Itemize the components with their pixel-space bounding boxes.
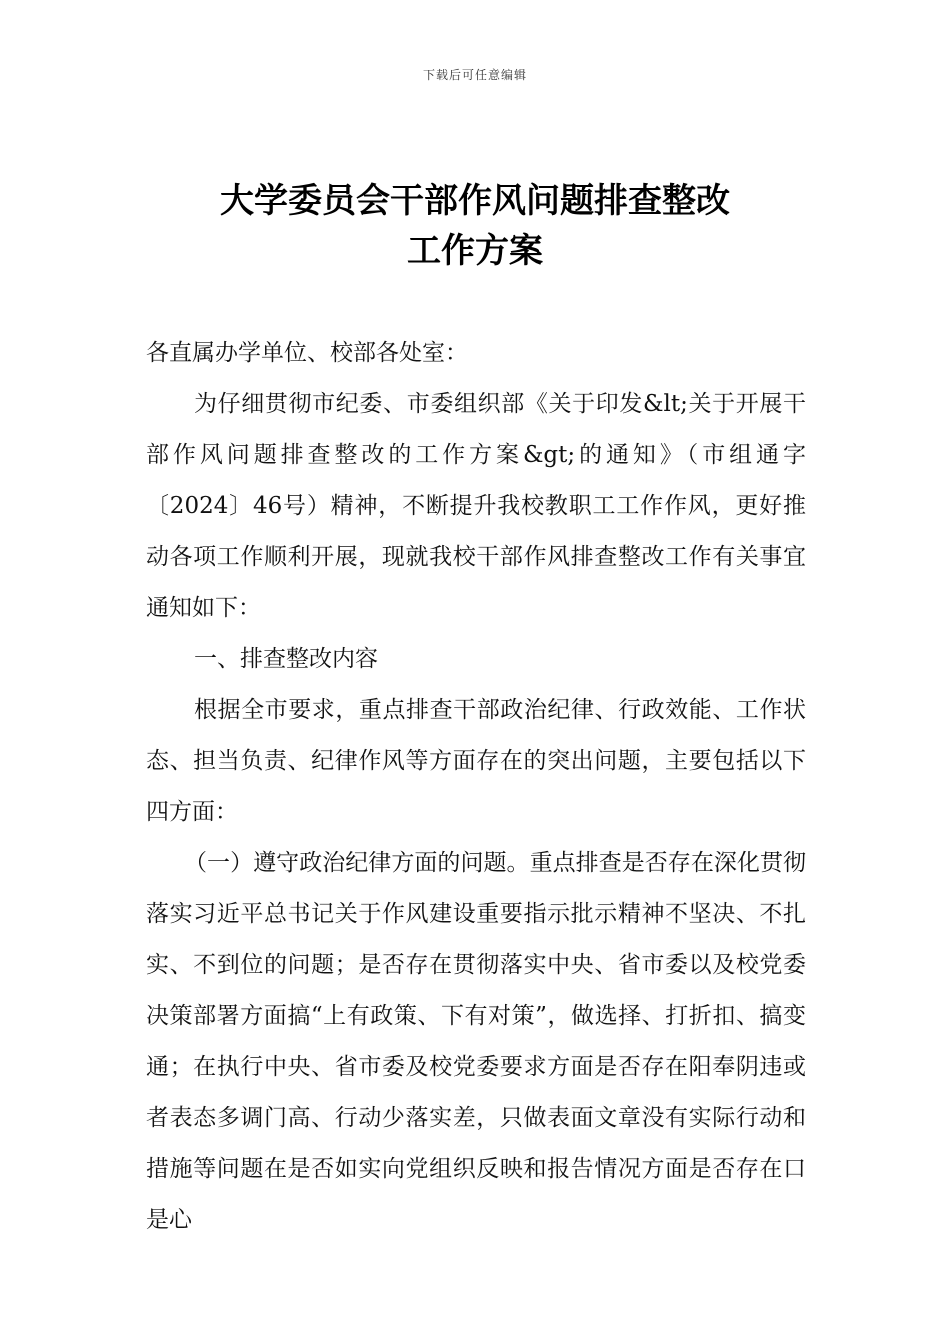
intro-paragraph: 为仔细贯彻市纪委、市委组织部《关于印发&lt;关于开展干部作风问题排查整改的工作方案&gt;的通知》（市组通字〔2024〕46号）精神，不断提升我校教职工工作作风，更好推动各项工作顺利开展，现就我校干部作风排查整改工作有关事宜通知如下： [146, 391, 806, 621]
section-paragraph: 根据全市要求，重点排查干部政治纪律、行政效能、工作状态、担当负责、纪律作风等方面存在的突出问题，主要包括以下四方面： [146, 697, 806, 825]
section-heading: 一、排查整改内容 [194, 646, 378, 672]
header-note: 下载后可任意编辑 [422, 68, 527, 82]
salutation: 各直属办学单位、校部各处室： [146, 340, 468, 366]
item-paragraph: （一）遵守政治纪律方面的问题。重点排查是否存在深化贯彻落实习近平总书记关于作风建设重要指示批示精神不坚决、不扎实、不到位的问题；是否存在贯彻落实中央、省市委以及校党委决策部署方面搞“上有政策、下有对策”，做选择、打折扣、搞变通；在执行中央、省市委及校党委要求方面是否存在阳奉阴违或者表态多调门高、行动少落实差，只做表面文章没有实际行动和措施等问题在是否如实向党组织反映和报告情况方面是否存在口是心 [146, 850, 806, 1233]
title-line-1: 大学委员会干部作风问题排查整改 [220, 181, 730, 221]
document-body [146, 328, 806, 1246]
document-title [0, 176, 950, 276]
title-line-2: 工作方案 [407, 231, 543, 271]
